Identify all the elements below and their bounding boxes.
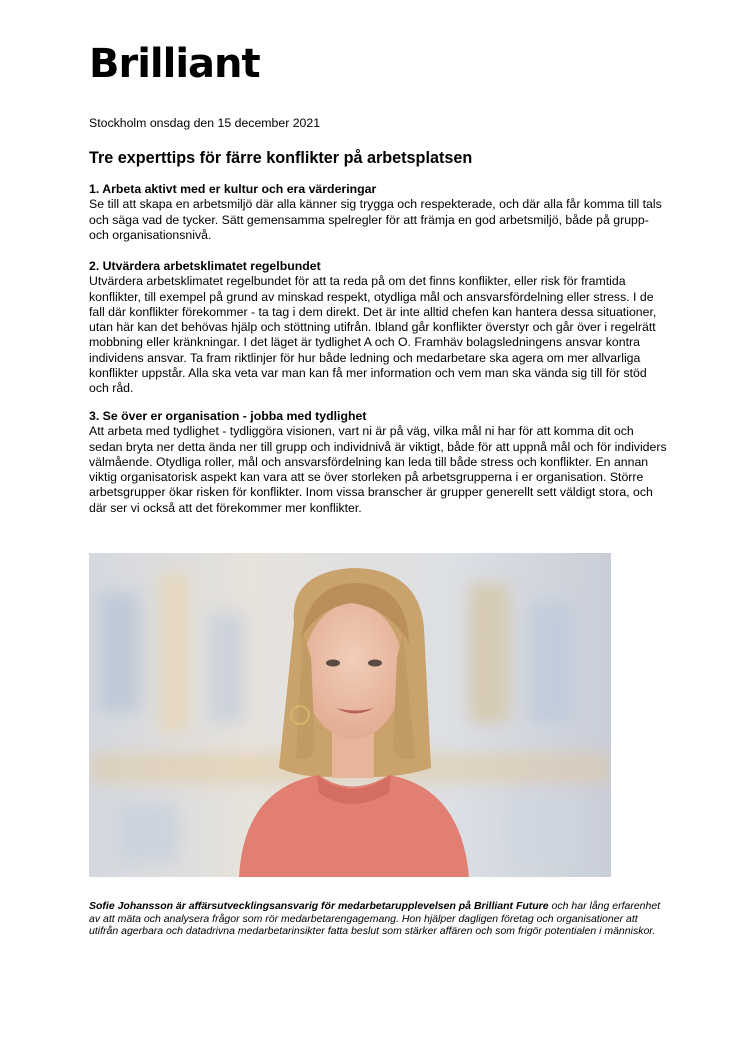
tip-body: Att arbeta med tydlighet - tydliggöra visionen, vart ni är på väg, vilka mål ni har för att komma dit och sedan bryta ner detta ända ner till grupp och individnivå är viktigt, både för att uppnå mål och för individers välmående. Otydliga roller, mål och ansvarsfördelning kan leda till både stress och konflikter. En annan viktig organisatorisk aspekt kan vara att se över storleken på arbetsgrupperna i er organisation. Större arbetsgrupper ökar risken för konflikter. Inom vissa branscher är grupper generellt sett väldigt stora, och där ser vi också att det förekommer mer konflikter. — [89, 424, 667, 515]
tip-body: Utvärdera arbetsklimatet regelbundet för att ta reda på om det finns konflikter, eller risk för framtida konflikter, till exempel på grund av minskad respekt, otydliga mål och ansvarsfördelning eller stress. I de fall där konflikter förekommer - ta tag i dem direkt. Det är inte alltid chefen kan hantera dessa situationer, utan här kan det behövas hjälp och stöttning utifrån. Ibland går konflikter överstyr och går över i regelrätt mobbning eller kränkningar. I det läget är tydlighet A och O. Framhäv bolagsledningens ansvar kontra individens ansvar. Ta fram riktlinjer för hur både ledning och medarbetare ska agera om mer allvarliga konflikter uppstår. Alla ska veta var man kan få mer information och vem man ska vända sig till för stöd och råd. — [89, 274, 657, 396]
portrait-photo — [89, 553, 611, 877]
caption-name: Sofie Johansson är affärsutvecklingsansvarig för medarbetarupplevelsen på Brilliant Future — [89, 900, 549, 912]
tip-heading: 2. Utvärdera arbetsklimatet regelbundet — [89, 259, 321, 273]
article-title: Tre experttips för färre konflikter på arbetsplatsen — [89, 149, 473, 167]
brilliant-logo: Brilliant — [89, 41, 260, 87]
tip-heading: 1. Arbeta aktivt med er kultur och era värderingar — [89, 182, 377, 196]
tip-section-1 — [89, 182, 669, 243]
tip-heading: 3. Se över er organisation - jobba med tydlighet — [89, 409, 367, 423]
tip-body: Se till att skapa en arbetsmiljö där alla känner sig trygga och respekterade, och där alla får komma till tals och säga vad de tycker. Sätt gemensamma spelregler för att främja en god arbetsmiljö, både på grupp- och organisationsnivå. — [89, 197, 662, 242]
tip-section-3 — [89, 409, 669, 516]
portrait-illustration — [89, 553, 611, 877]
photo-caption — [89, 900, 669, 938]
tip-section-2 — [89, 259, 669, 397]
caption-text: och har lång erfarenhet av att mäta och analysera frågor som rör medarbetarengagemang. Hon hjälper dagligen företag och organisationer att utifrån agerbara och datadrivna medarbetarinsikter fatta beslut som stärker affären och som frigör potentialen i människor. — [89, 900, 661, 938]
press-release-date: Stockholm onsdag den 15 december 2021 — [89, 116, 321, 130]
